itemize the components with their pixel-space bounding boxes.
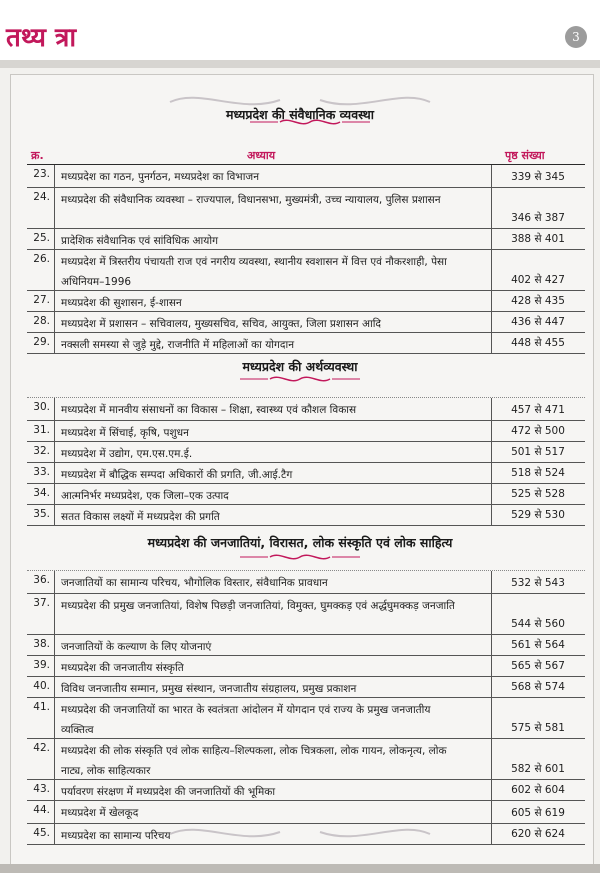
page-number-badge: 3 <box>565 26 587 48</box>
toc-row <box>27 656 585 677</box>
toc-row <box>27 421 585 442</box>
ornament-flourish-icon <box>160 88 440 134</box>
toc-row <box>27 463 585 484</box>
ornament-flourish-icon <box>220 372 380 386</box>
chapter-title: मध्यप्रदेश में प्रशासन – सचिवालय, मुख्यसचिव, सचिव, आयुक्त, जिला प्रशासन आदि <box>61 318 381 330</box>
col-chapter: अध्याय <box>247 149 276 162</box>
chapter-number: 31. <box>27 421 55 441</box>
chapter-title: जनजातियों के कल्याण के लिए योजनाएं <box>61 641 212 653</box>
chapter-title: विविध जनजातीय सम्मान, प्रमुख संस्थान, जनजातीय संग्रहालय, प्रमुख प्रकाशन <box>61 683 357 695</box>
ornament-flourish-icon <box>220 550 380 564</box>
chapter-title: मध्यप्रदेश की प्रमुख जनजातियां, विशेष पिछड़ी जनजातियां, विमुक्त, घुमक्कड़ एवं अर्द्धघुमक्कड़ जनजाति <box>61 600 455 612</box>
footer-band <box>0 864 600 873</box>
page-range: 561 से 564 <box>511 639 565 651</box>
page-range: 525 से 528 <box>511 488 565 500</box>
chapter-number: 45. <box>27 824 55 844</box>
chapter-number: 27. <box>27 291 55 311</box>
table-header <box>27 148 585 164</box>
chapter-title: मध्यप्रदेश की सुशासन, ई-शासन <box>61 297 182 309</box>
chapter-title: मध्यप्रदेश की लोक संस्कृति एवं लोक साहित्य–शिल्पकला, लोक चित्रकला, लोक गायन, लोकनृत्य, लोक नाट्य, लोक साहित्यकार <box>61 745 447 777</box>
chapter-number: 25. <box>27 229 55 249</box>
toc-row <box>27 594 585 635</box>
toc-row <box>27 398 585 421</box>
chapter-title: मध्यप्रदेश में उद्योग, एम.एस.एम.ई. <box>61 448 193 460</box>
header-rule <box>0 60 600 68</box>
chapter-number: 41. <box>27 698 55 738</box>
chapter-number: 42. <box>27 739 55 779</box>
chapter-title: मध्यप्रदेश की जनजातीय संस्कृति <box>61 662 184 674</box>
chapter-number: 37. <box>27 594 55 634</box>
toc-row <box>27 312 585 333</box>
chapter-title: सतत विकास लक्ष्यों में मध्यप्रदेश की प्रगति <box>61 511 220 523</box>
page-range: 582 से 601 <box>511 763 565 775</box>
chapter-number: 24. <box>27 188 55 228</box>
chapter-number: 30. <box>27 398 55 420</box>
page-range: 428 से 435 <box>511 295 565 307</box>
toc-row <box>27 677 585 698</box>
chapter-title: मध्यप्रदेश की जनजातियों का भारत के स्वतंत्रता आंदोलन में योगदान एवं राज्य के प्रमुख जनजातीय व्यक्तित्व <box>61 704 431 736</box>
toc-row <box>27 165 585 188</box>
page-range: 529 से 530 <box>511 509 565 521</box>
toc-row <box>27 229 585 250</box>
chapter-number: 44. <box>27 801 55 823</box>
page-range: 605 से 619 <box>511 807 565 819</box>
chapter-title: मध्यप्रदेश की संवैधानिक व्यवस्था – राज्यपाल, विधानसभा, मुख्यमंत्री, उच्च न्यायालय, पुलिस प्रशासन <box>61 194 441 206</box>
chapter-title: मध्यप्रदेश में सिंचाई, कृषि, पशुधन <box>61 427 189 439</box>
toc-row <box>27 250 585 291</box>
chapter-title: मध्यप्रदेश का सामान्य परिचय <box>61 830 171 842</box>
section-title-tribes: मध्यप्रदेश की जनजातियां, विरासत, लोक संस्कृति एवं लोक साहित्य <box>147 535 453 550</box>
chapter-number: 32. <box>27 442 55 462</box>
ornament-flourish-icon <box>160 818 440 848</box>
toc-row <box>27 484 585 505</box>
chapter-title: प्रादेशिक संवैधानिक एवं सांविधिक आयोग <box>61 235 218 247</box>
chapter-number: 39. <box>27 656 55 676</box>
chapter-number: 29. <box>27 333 55 353</box>
logo-text: तथ्य <box>6 23 46 53</box>
page-range: 501 से 517 <box>511 446 565 458</box>
chapter-number: 28. <box>27 312 55 332</box>
chapter-number: 43. <box>27 780 55 800</box>
page-range: 448 से 455 <box>511 337 565 349</box>
page-range: 565 से 567 <box>511 660 565 672</box>
page-range: 388 से 401 <box>511 233 565 245</box>
section-title-economy: मध्यप्रदेश की अर्थव्यवस्था <box>242 359 358 374</box>
page-range: 544 से 560 <box>511 618 565 630</box>
toc-row <box>27 505 585 526</box>
toc-table-constitutional <box>27 165 585 354</box>
logo-tail: त्रा <box>55 23 77 53</box>
chapter-title: मध्यप्रदेश में त्रिस्तरीय पंचायती राज एवं नगरीय व्यवस्था, स्थानीय स्वशासन में वित्त एवं नौकरशाही, पेसा अधिनियम–1996 <box>61 256 447 288</box>
toc-row <box>27 442 585 463</box>
chapter-title: मध्यप्रदेश में मानवीय संसाधनों का विकास – शिक्षा, स्वास्थ्य एवं कौशल विकास <box>61 404 357 416</box>
page-range: 457 से 471 <box>511 404 565 416</box>
chapter-number: 38. <box>27 635 55 655</box>
page-range: 436 से 447 <box>511 316 565 328</box>
chapter-number: 36. <box>27 571 55 593</box>
page-range: 518 से 524 <box>511 467 565 479</box>
toc-row <box>27 780 585 801</box>
chapter-number: 35. <box>27 505 55 525</box>
chapter-title: पर्यावरण संरक्षण में मध्यप्रदेश की जनजातियों की भूमिका <box>61 786 276 798</box>
chapter-title: मध्यप्रदेश का गठन, पुनर्गठन, मध्यप्रदेश का विभाजन <box>61 171 260 183</box>
col-serial: क्र. <box>31 149 44 162</box>
toc-row <box>27 571 585 594</box>
page-range: 602 से 604 <box>511 784 565 796</box>
page-range: 620 से 624 <box>511 828 565 840</box>
page-range: 568 से 574 <box>511 681 565 693</box>
chapter-number: 23. <box>27 165 55 187</box>
toc-table-tribes <box>27 571 585 845</box>
page-range: 532 से 543 <box>511 577 565 589</box>
chapter-title: आत्मनिर्भर मध्यप्रदेश, एक जिला–एक उत्पाद <box>61 490 229 502</box>
col-pages: पृष्ठ संख्या <box>505 149 545 162</box>
page-header <box>0 0 600 64</box>
page-range: 472 से 500 <box>511 425 565 437</box>
publisher-logo <box>6 18 76 54</box>
page-range: 339 से 345 <box>511 171 565 183</box>
chapter-title: नक्सली समस्या से जुड़े मुद्दे, राजनीति में महिलाओं का योगदान <box>61 339 295 351</box>
toc-row <box>27 188 585 229</box>
chapter-number: 40. <box>27 677 55 697</box>
chapter-number: 26. <box>27 250 55 290</box>
chapter-title: जनजातियों का सामान्य परिचय, भौगोलिक विस्तार, संवैधानिक प्रावधान <box>61 577 328 589</box>
toc-row <box>27 635 585 656</box>
chapter-number: 33. <box>27 463 55 483</box>
page-range: 346 से 387 <box>511 212 565 224</box>
toc-row <box>27 698 585 739</box>
chapter-title: मध्यप्रदेश में खेलकूद <box>61 807 139 819</box>
toc-row <box>27 291 585 312</box>
page-range: 575 से 581 <box>511 722 565 734</box>
page-range: 402 से 427 <box>511 274 565 286</box>
section-title-constitutional: मध्यप्रदेश की संवैधानिक व्यवस्था <box>226 107 374 122</box>
toc-table-economy <box>27 398 585 526</box>
chapter-title: मध्यप्रदेश में बौद्धिक सम्पदा अधिकारों की प्रगति, जी.आई.टैग <box>61 469 293 481</box>
toc-row <box>27 333 585 354</box>
toc-row <box>27 739 585 780</box>
chapter-number: 34. <box>27 484 55 504</box>
